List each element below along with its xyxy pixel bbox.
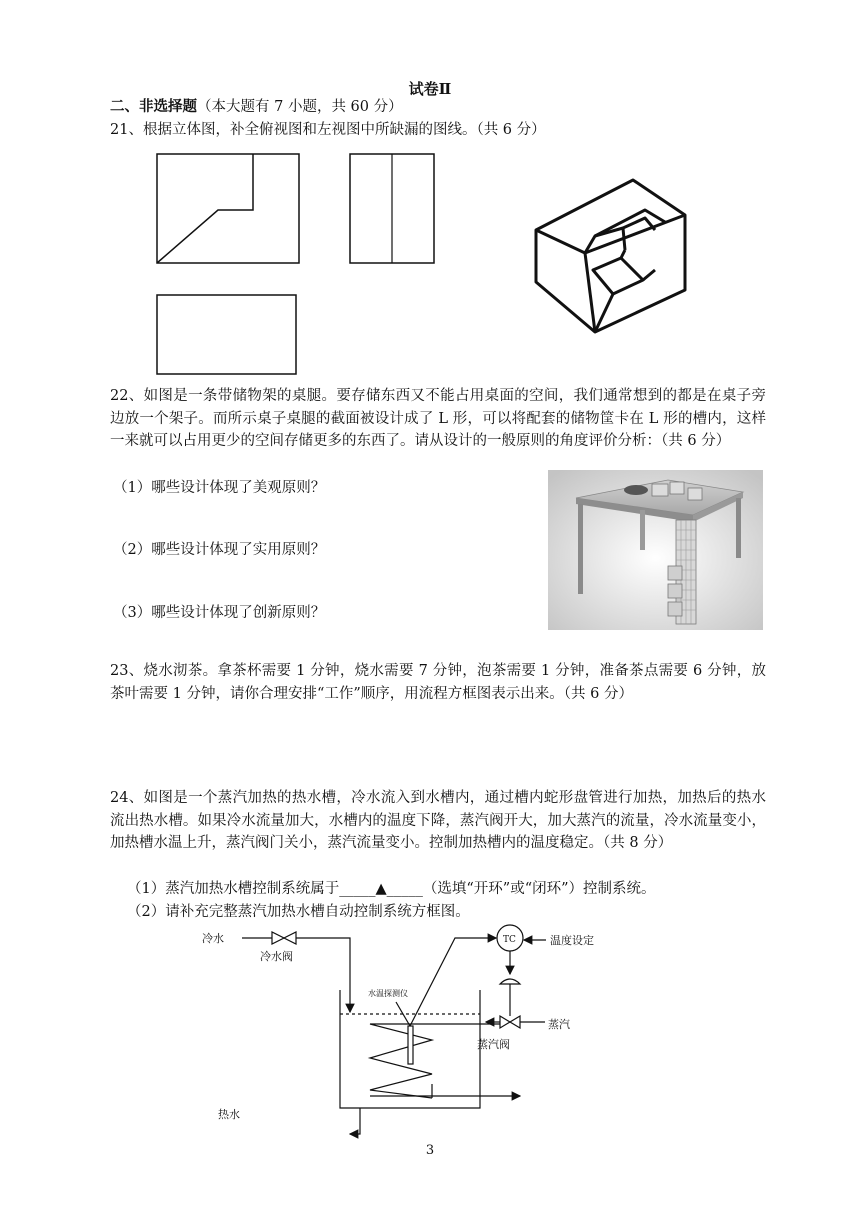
q24-answer-blank[interactable]: _____▲_____ xyxy=(339,881,423,897)
q21-top-view xyxy=(156,294,298,376)
section-heading-note: （本大题有 7 小题，共 60 分） xyxy=(197,99,403,115)
label-temp-set: 温度设定 xyxy=(550,934,594,947)
label-cold-valve: 冷水阀 xyxy=(260,950,293,963)
label-hot-water: 热水 xyxy=(218,1108,240,1121)
label-steam-valve: 蒸汽阀 xyxy=(477,1038,510,1051)
q24-sub1-prefix: （1）蒸汽加热水槽控制系统属于 xyxy=(127,881,340,897)
q22-sub3: （3）哪些设计体现了创新原则？ xyxy=(113,605,326,621)
q21-left-view xyxy=(349,153,436,265)
section-heading xyxy=(110,96,403,118)
label-cold-water: 冷水 xyxy=(202,932,224,945)
q22-text: 22、如图是一条带储物架的桌腿。要存储东西又不能占用桌面的空间，我们通常想到的都是在桌子旁边放一个架子。而所示桌子桌腿的截面被设计成了 L 形，可以将配套的储物筐卡在 L 形的槽内，这样一来就可以占用更少的空间存储更多的东西了。请从设计的一般原则的角度评价分析：（共 6 分） xyxy=(110,388,766,449)
label-probe: 水温探测仪 xyxy=(368,989,408,998)
q24-control-diagram xyxy=(170,920,650,1140)
exam-part-title: 试卷Ⅱ xyxy=(408,80,452,98)
label-tc: TC xyxy=(503,935,516,945)
q21-isometric-solid xyxy=(525,170,700,340)
q22-sub1: （1）哪些设计体现了美观原则？ xyxy=(113,480,326,496)
q24-sub1-suffix: （选填“开环”或“闭环”）控制系统。 xyxy=(422,881,656,897)
q21-front-view xyxy=(156,153,301,265)
q24-sub2: （2）请补充完整蒸汽加热水槽自动控制系统方框图。 xyxy=(127,904,470,920)
q23-text: 23、烧水沏茶。拿茶杯需要 1 分钟，烧水需要 7 分钟，泡茶需要 1 分钟，准备茶点需要 6 分钟，放茶叶需要 1 分钟，请你合理安排“工作”顺序，用流程方框图表示出来。（共 6 分） xyxy=(110,663,766,702)
q22-table-photo xyxy=(548,470,763,630)
label-steam: 蒸汽 xyxy=(548,1018,570,1031)
q22-sub2: （2）哪些设计体现了实用原则？ xyxy=(113,542,326,558)
q21-text: 21、根据立体图，补全俯视图和左视图中所缺漏的图线。（共 6 分） xyxy=(110,122,546,138)
q24-sub1 xyxy=(127,877,656,898)
section-heading-label: 二、非选择题 xyxy=(110,98,197,115)
page-number: 3 xyxy=(425,1143,435,1158)
q24-text: 24、如图是一个蒸汽加热的热水槽，冷水流入到水槽内，通过槽内蛇形盘管进行加热，加热后的热水流出热水槽。如果冷水流量加大，水槽内的温度下降，蒸汽阀开大，加大蒸汽的流量，冷水流量变小，加热槽水温上升，蒸汽阀门关小，蒸汽流量变小。控制加热槽内的温度稳定。（共 8 分） xyxy=(110,790,766,851)
